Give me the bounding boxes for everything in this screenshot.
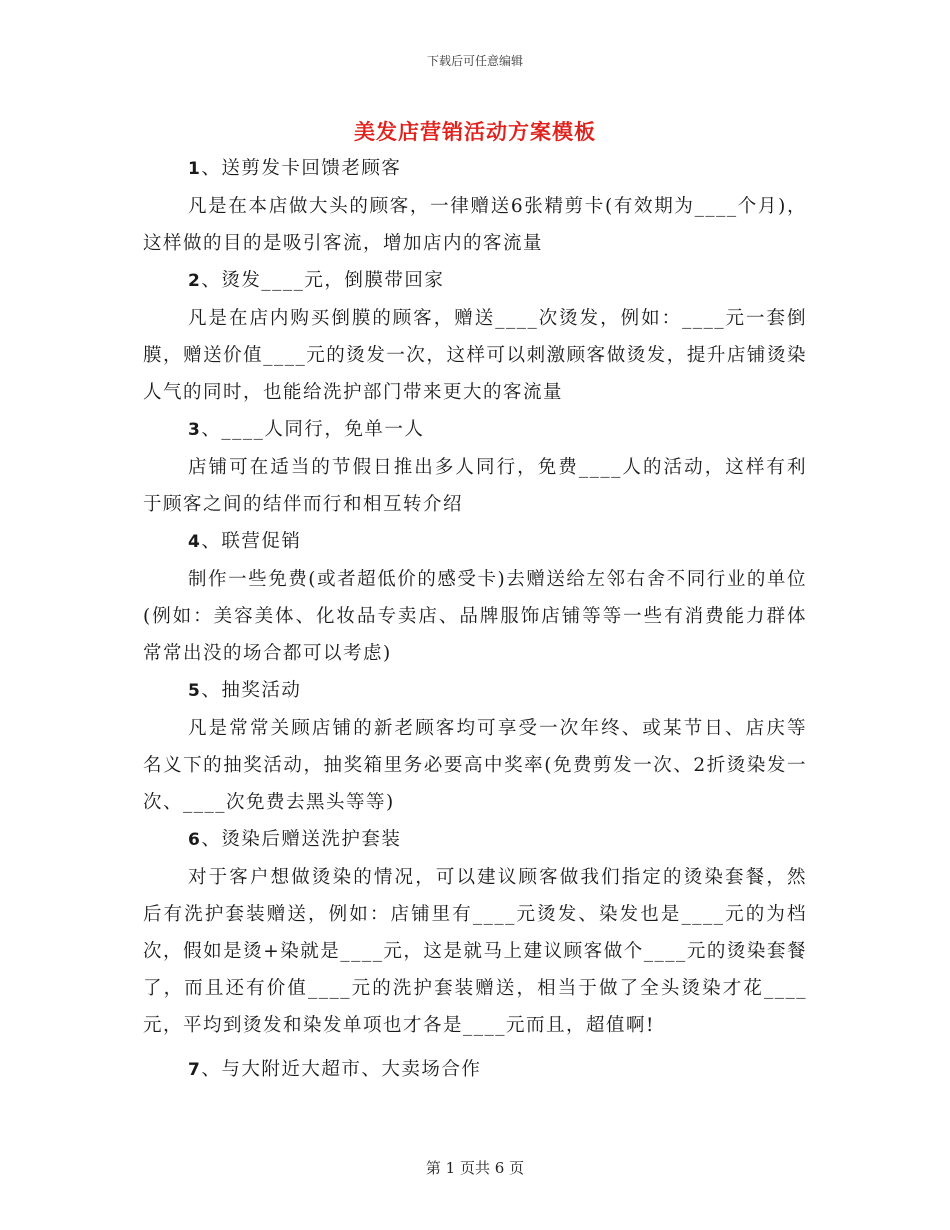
section-number: 7 xyxy=(188,1060,202,1080)
section-paragraph: 凡是常常关顾店铺的新老顾客均可享受一次年终、或某节日、店庆等名义下的抽奖活动，抽奖箱里务必要高中奖率(免费剪发一次、2折烫染发一次、____次免费去黑头等等) xyxy=(143,718,807,813)
section-number: 6 xyxy=(188,830,202,850)
section-heading xyxy=(143,1051,807,1089)
section-heading xyxy=(143,821,807,859)
section-number: 4 xyxy=(188,532,202,552)
page-footer: 第 1 页共 6 页 xyxy=(425,1159,525,1177)
section-heading xyxy=(143,523,807,561)
section-number: 1 xyxy=(188,159,202,179)
section-heading xyxy=(143,262,807,300)
header-note: 下载后可任意编辑 xyxy=(426,54,523,68)
section-heading-text: 、烫发____元，倒膜带回家 xyxy=(201,270,445,291)
section-paragraph: 凡是在店内购买倒膜的顾客，赠送____次烫发，例如：____元一套倒膜，赠送价值____元的烫发一次，这样可以刺激顾客做烫发，提升店铺烫染人气的同时，也能给洗护部门带来更大的客流量 xyxy=(143,308,807,403)
section-heading xyxy=(143,150,807,188)
section-heading-text: 、抽奖活动 xyxy=(201,680,302,701)
section-heading-text: 、____人同行，免单一人 xyxy=(201,419,425,440)
section-heading xyxy=(143,672,807,710)
section-paragraph: 对于客户想做烫染的情况，可以建议顾客做我们指定的烫染套餐，然后有洗护套装赠送，例如：店铺里有____元烫发、染发也是____元的为档次，假如是烫+染就是____元，这是就马上建议顾客做个____元的烫染套餐了，而且还有价值____元的洗护套装赠送，相当于做了全头烫染才花____元，平均到烫发和染发单项也才各是____元而且，超值啊! xyxy=(143,867,807,1036)
section-paragraph: 凡是在本店做大头的顾客，一律赠送6张精剪卡(有效期为____个月)，这样做的目的是吸引客流，增加店内的客流量 xyxy=(143,196,807,254)
section-heading-text: 、联营促销 xyxy=(201,531,302,552)
section-paragraph: 店铺可在适当的节假日推出多人同行，免费____人的活动，这样有利于顾客之间的结伴而行和相互转介绍 xyxy=(143,457,807,515)
section-heading-text: 、送剪发卡回馈老顾客 xyxy=(201,158,402,179)
section-heading xyxy=(143,411,807,449)
section-paragraph: 制作一些免费(或者超低价的感受卡)去赠送给左邻右舍不同行业的单位(例如：美容美体、化妆品专卖店、品牌服饰店铺等等一些有消费能力群体常常出没的场合都可以考虑) xyxy=(143,569,807,664)
document-body xyxy=(143,150,807,1089)
document-title: 美发店营销活动方案模板 xyxy=(354,119,596,144)
section-heading-text: 、与大附近大超市、大卖场合作 xyxy=(201,1059,482,1080)
section-heading-text: 、烫染后赠送洗护套装 xyxy=(201,829,402,850)
section-number: 3 xyxy=(188,420,202,440)
section-number: 2 xyxy=(188,271,202,291)
section-number: 5 xyxy=(188,681,202,701)
